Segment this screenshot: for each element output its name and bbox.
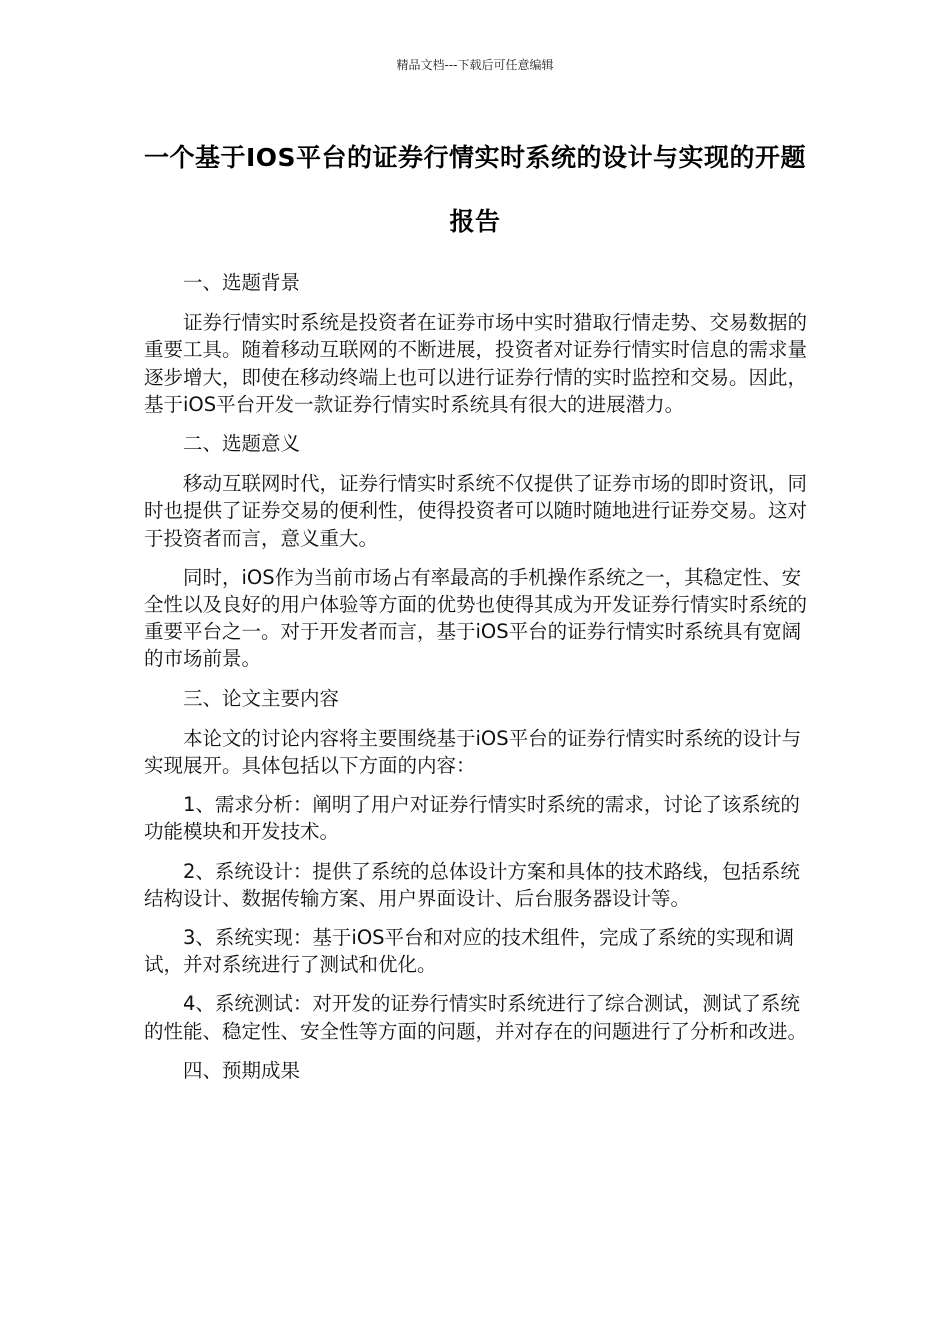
paragraph-significance-2: 同时，iOS作为当前市场占有率最高的手机操作系统之一，其稳定性、安全性以及良好的用户体验等方面的优势也使得其成为开发证券行情实时系统的重要平台之一。对于开发者而言，基于iOS平台的证券行情实时系统具有宽阔的市场前景。	[144, 565, 808, 671]
page-header-note: 精品文档---下载后可任意编辑	[396, 58, 554, 72]
document-body	[144, 269, 808, 1097]
list-item-design: 2、系统设计：提供了系统的总体设计方案和具体的技术路线，包括系统结构设计、数据传输方案、用户界面设计、后台服务器设计等。	[144, 859, 800, 910]
paragraph-background: 证券行情实时系统是投资者在证券市场中实时猎取行情走势、交易数据的重要工具。随着移动互联网的不断进展，投资者对证券行情实时信息的需求量逐步增大，即使在移动终端上也可以进行证券行情的实时监控和交易。因此，基于iOS平台开发一款证券行情实时系统具有很大的进展潜力。	[144, 311, 808, 416]
section-heading-content: 三、论文主要内容	[183, 686, 340, 710]
paragraph-content-intro: 本论文的讨论内容将主要围绕基于iOS平台的证券行情实时系统的设计与实现展开。具体包括以下方面的内容：	[144, 726, 802, 778]
section-heading-background: 一、选题背景	[183, 271, 301, 294]
list-item-requirements: 1、需求分析：阐明了用户对证券行情实时系统的需求，讨论了该系统的功能模块和开发技术。	[144, 793, 800, 844]
document-title: 一个基于IOS平台的证券行情实时系统的设计与实现的开题报告	[143, 143, 807, 236]
section-heading-results: 四、预期成果	[183, 1058, 301, 1082]
section-heading-significance: 二、选题意义	[183, 432, 301, 456]
list-item-testing: 4、系统测试：对开发的证券行情实时系统进行了综合测试，测试了系统的性能、稳定性、安全性等方面的问题，并对存在的问题进行了分析和改进。	[144, 992, 808, 1043]
paragraph-significance-1: 移动互联网时代，证券行情实时系统不仅提供了证券市场的即时资讯，同时也提供了证券交易的便利性，使得投资者可以随时随地进行证券交易。这对于投资者而言，意义重大。	[144, 472, 808, 550]
list-item-implementation: 3、系统实现：基于iOS平台和对应的技术组件，完成了系统的实现和调试，并对系统进行了测试和优化。	[144, 926, 795, 977]
